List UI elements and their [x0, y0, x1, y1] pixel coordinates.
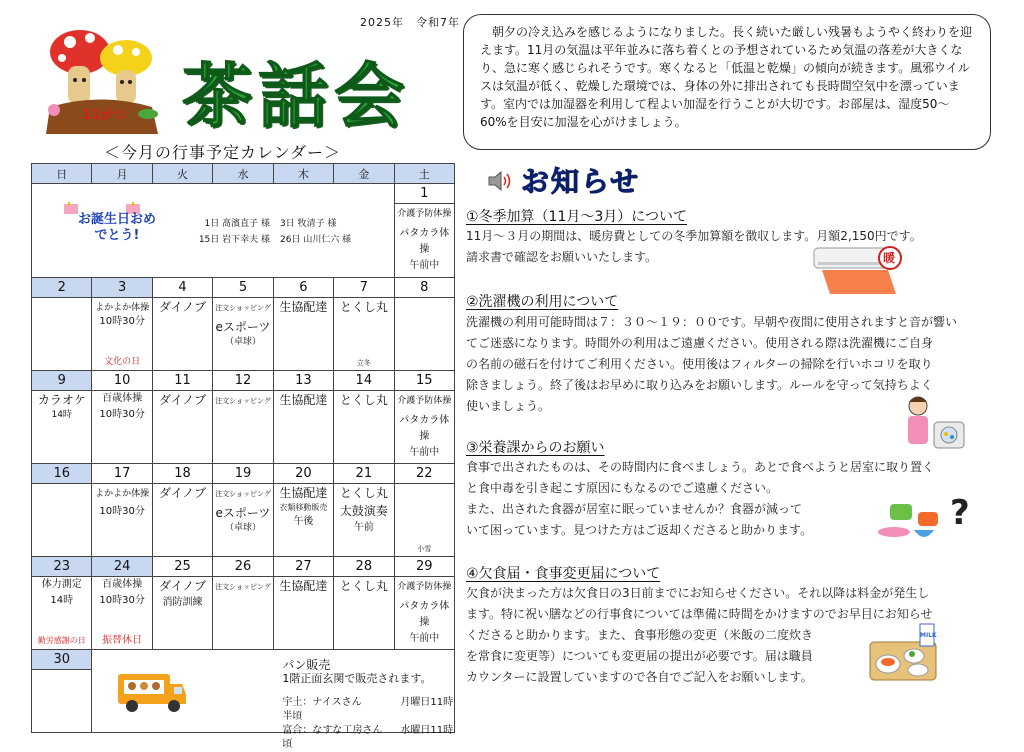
day-6: 6 — [273, 278, 333, 298]
event: 生協配達 — [279, 393, 328, 407]
notice-3-line-2: と食中毒を引き起こす原因にもなるのでご遠慮ください。 — [466, 481, 779, 495]
weekday-sat: 土 — [394, 164, 454, 184]
weekday-thu: 木 — [273, 164, 333, 184]
event: パタカラ体操 — [399, 228, 450, 256]
event: 注文ショッピング — [215, 304, 271, 312]
birthday-1: 1日 髙濱直子 様 — [204, 219, 270, 229]
day-19-events — [213, 484, 273, 557]
notice-4-line-1: 欠食が決まった方は欠食日の3日前までにお知らせください。それ以降は料金が発生し — [466, 586, 930, 600]
event: 14時 — [50, 595, 74, 606]
notices-heading: お知らせ — [521, 165, 641, 198]
bread-time-1: 月曜日11時半頃 — [282, 697, 454, 722]
notice-4-line-3: くださると助かります。また、食事形態の変更（米飯の二度炊き — [466, 628, 814, 642]
day-16: 16 — [32, 464, 92, 484]
event: 10時30分 — [99, 506, 145, 517]
event: ダイノブ — [159, 486, 207, 500]
intro-text-box: 朝夕の冷え込みを感じるようになりました。長く続いた厳しい残暑もようやく終わりを迎えます。11月の気温は平年並みに落ち着くとの予想されているため気温の落差が大きくなり、急に寒く感じられそうです。寒くなると「低温と乾燥」の傾向が続きます。風邪ウイルスは気温が低く、乾燥した環境では、身体の外に排出されても長時間空気中を漂っています。室内では加湿器を利用して程よい加湿を行うことが大切です。お部屋は、湿度50～60%を目安に加湿を心がけましょう。 — [463, 14, 991, 150]
event: 午前中 — [409, 260, 440, 272]
heater-label: 暖 — [883, 251, 896, 265]
notice-2-line-2: てご迷惑になります。時間外の利用はご遠慮ください。使用される際は洗濯機にご自身 — [466, 336, 934, 350]
day-15-events — [394, 391, 454, 464]
week4-num-row — [32, 464, 455, 484]
event: 午後 — [293, 516, 314, 527]
week2-body-row — [32, 298, 455, 371]
week3-body-row — [32, 391, 455, 464]
week5-num-row — [32, 557, 455, 577]
day-29-events — [394, 577, 454, 650]
day-7: 7 — [334, 278, 394, 298]
notice-1-title: ①冬季加算（11月～3月）について — [466, 209, 687, 225]
day-9: 9 — [32, 371, 92, 391]
notice-2-title: ②洗濯機の利用について — [466, 294, 619, 310]
event: 14時 — [51, 410, 72, 420]
event: eスポーツ — [215, 506, 271, 520]
bread-title: パン販売 — [282, 658, 331, 672]
event: 午前中 — [409, 447, 440, 458]
event: 太鼓演奏 — [339, 504, 388, 518]
day-8: 8 — [394, 278, 454, 298]
event: カラオケ — [37, 393, 86, 407]
birthday-26: 26日 山川仁六 様 — [280, 235, 352, 245]
day-14-events — [334, 391, 394, 464]
event: （卓球） — [224, 337, 261, 347]
day-6-events — [273, 298, 333, 371]
day-10: 10 — [92, 371, 152, 391]
birthday-3: 3日 牧清子 様 — [280, 219, 337, 229]
day-17-events — [92, 484, 152, 557]
day-11-events — [152, 391, 212, 464]
day-19: 19 — [213, 464, 273, 484]
event: 百歳体操 — [102, 393, 143, 404]
day-17: 17 — [92, 464, 152, 484]
event: 百歳体操 — [102, 579, 143, 590]
event: 生協配達 — [279, 579, 328, 593]
day-28-events — [334, 577, 394, 650]
event: とくし丸 — [339, 393, 388, 407]
day-2-events — [32, 298, 92, 371]
notice-3-line-4: いて困っています。見つけた方はご返却くださると助かります。 — [466, 523, 813, 537]
day-30: 30 — [32, 650, 92, 670]
day-3-events — [92, 298, 152, 371]
day-10-events — [92, 391, 152, 464]
day-18-events — [152, 484, 212, 557]
notice-2-line-4: 除きましょう。終了後はお早めに取り込みをお願いします。ルールを守って気持ちよく — [466, 378, 933, 392]
event: とくし丸 — [339, 579, 388, 593]
holiday-label: 文化の日 — [104, 357, 141, 367]
day-28: 28 — [334, 557, 394, 577]
week1-num-row — [32, 184, 455, 204]
event: （卓球） — [224, 523, 261, 533]
bread-sale-cell — [92, 650, 455, 750]
event: 生協配達 — [279, 486, 328, 500]
notice-1-line-2: 請求書で確認をお願いいたします。 — [466, 250, 658, 264]
event: パタカラ体操 — [399, 601, 450, 628]
week3-num-row — [32, 371, 455, 391]
event: eスポーツ — [215, 320, 271, 334]
laundry-person-icon — [900, 394, 970, 452]
event: とくし丸 — [339, 486, 388, 500]
day-13: 13 — [273, 371, 333, 391]
day-15: 15 — [394, 371, 454, 391]
day-12: 12 — [213, 371, 273, 391]
season-label: 立冬 — [356, 359, 371, 367]
day-30-events — [32, 670, 92, 733]
event-calendar — [31, 163, 455, 750]
notice-2-line-1: 洗濯機の利用可能時間は７：３０～１９：００です。早朝や夜間に使用されますと音が響い — [466, 315, 958, 329]
day-22-events — [394, 484, 454, 557]
event: ダイノブ — [159, 579, 207, 593]
day-25-events — [152, 577, 212, 650]
event: 介護予防体操 — [397, 209, 452, 220]
day-14: 14 — [334, 371, 394, 391]
page-title: 茶話会 — [182, 55, 410, 137]
day-11: 11 — [152, 371, 212, 391]
event: パタカラ体操 — [399, 415, 450, 442]
event: とくし丸 — [339, 300, 388, 314]
event: 介護予防体操 — [397, 396, 452, 406]
speaker-icon — [487, 170, 513, 192]
event: 体力測定 — [41, 579, 82, 590]
week2-num-row — [32, 278, 455, 298]
notice-2-line-3: の名前の磁石を付けてご利用ください。使用後はフィルターの掃除を行いホコリを取り — [466, 357, 933, 371]
day-23-events — [32, 577, 92, 650]
day-5-events — [213, 298, 273, 371]
svg-text:?: ? — [950, 493, 970, 533]
birthday-15: 15日 岩下幸夫 様 — [198, 235, 270, 245]
day-4-events — [152, 298, 212, 371]
day-1: 1 — [394, 184, 454, 204]
holiday-label: 勤労感謝の日 — [37, 636, 86, 645]
bread-location: 1階正面玄関で販売されます。 — [282, 672, 432, 685]
weekday-header-row — [32, 164, 455, 184]
event: 10時30分 — [99, 595, 145, 606]
event: 10時30分 — [99, 316, 145, 327]
birthday-banner: お誕生日おめでとう! — [77, 212, 156, 243]
event: ダイノブ — [159, 393, 207, 407]
notice-3-title: ③栄養課からのお願い — [466, 440, 605, 456]
birthday-cell — [32, 184, 395, 278]
bread-seller-2: 富合：なすな工房さん — [282, 725, 383, 736]
day-4: 4 — [152, 278, 212, 298]
day-21: 21 — [334, 464, 394, 484]
notice-4-line-5: カウンターに設置していますので各自でご記入をお願いします。 — [466, 670, 813, 684]
event: 午前 — [353, 522, 374, 533]
month-tag: 11がつ — [82, 108, 127, 123]
day-20: 20 — [273, 464, 333, 484]
weekday-wed: 水 — [213, 164, 273, 184]
event: ダイノブ — [159, 300, 207, 314]
notice-4-title: ④欠食届・食事変更届について — [466, 566, 661, 582]
day-21-events — [334, 484, 394, 557]
weekday-mon: 月 — [92, 164, 152, 184]
weekday-sun: 日 — [32, 164, 92, 184]
bread-seller-1: 宇土：ナイスさん — [282, 697, 362, 708]
event: 10時30分 — [99, 409, 145, 420]
week6-num-row — [32, 650, 455, 670]
day-12-events — [213, 391, 273, 464]
event: よかよか体操 — [95, 303, 150, 313]
day-24-events — [92, 577, 152, 650]
notice-4-line-2: ます。特に祝い膳などの行事食については準備に時間をかけますのでお早目にお知らせ — [466, 607, 933, 621]
day-5: 5 — [213, 278, 273, 298]
day-2: 2 — [32, 278, 92, 298]
day-1-events — [394, 204, 454, 278]
event: 消防訓練 — [162, 597, 203, 608]
notice-3-line-1: 食事で出されたものは、その時間内に食べましょう。あとで食べようと居室に取り置く — [466, 460, 935, 474]
event: 注文ショッピング — [215, 583, 271, 591]
event: 介護予防体操 — [397, 582, 452, 592]
notice-1-line-1: 11月～３月の期間は、暖房費としての冬季加算額を徴収します。月額2,150円です。 — [466, 229, 922, 243]
day-13-events — [273, 391, 333, 464]
day-16-events — [32, 484, 92, 557]
weekday-tue: 火 — [152, 164, 212, 184]
day-3: 3 — [92, 278, 152, 298]
week5-body-row — [32, 577, 455, 650]
week4-body-row — [32, 484, 455, 557]
notice-2-line-5: 使いましょう。 — [466, 399, 551, 413]
bread-time-2: 水曜日11時頃 — [282, 725, 454, 750]
tableware-icon — [872, 490, 982, 552]
season-label: 小雪 — [417, 545, 432, 553]
calendar-title: ＜今月の行事予定カレンダー＞ — [104, 143, 341, 162]
event: 注文ショッピング — [215, 490, 271, 498]
weekday-fri: 金 — [334, 164, 394, 184]
bread-truck-icon — [116, 668, 188, 714]
event: 衣類移動販売 — [279, 503, 328, 512]
notice-3-line-3: また、出された食器が居室に眠っていませんか？食器が減って — [466, 502, 803, 516]
notice-4-line-4: を常食に変更等）についても変更届の提出が必要です。届は職員 — [466, 649, 813, 663]
day-26: 26 — [213, 557, 273, 577]
milk-label: MILK — [920, 632, 937, 639]
day-24: 24 — [92, 557, 152, 577]
day-25: 25 — [152, 557, 212, 577]
year-label: 2025年 令和7年 — [360, 16, 460, 29]
day-27-events — [273, 577, 333, 650]
day-18: 18 — [152, 464, 212, 484]
day-22: 22 — [394, 464, 454, 484]
day-29: 29 — [394, 557, 454, 577]
day-20-events — [273, 484, 333, 557]
event: 生協配達 — [279, 300, 328, 314]
event: よかよか体操 — [95, 489, 150, 499]
day-9-events — [32, 391, 92, 464]
event: 注文ショッピング — [215, 397, 271, 405]
day-26-events — [213, 577, 273, 650]
event: 午前中 — [409, 633, 440, 644]
day-7-events — [334, 298, 394, 371]
day-27: 27 — [273, 557, 333, 577]
day-8-events — [394, 298, 454, 371]
holiday-label: 振替休日 — [102, 635, 143, 646]
day-23: 23 — [32, 557, 92, 577]
